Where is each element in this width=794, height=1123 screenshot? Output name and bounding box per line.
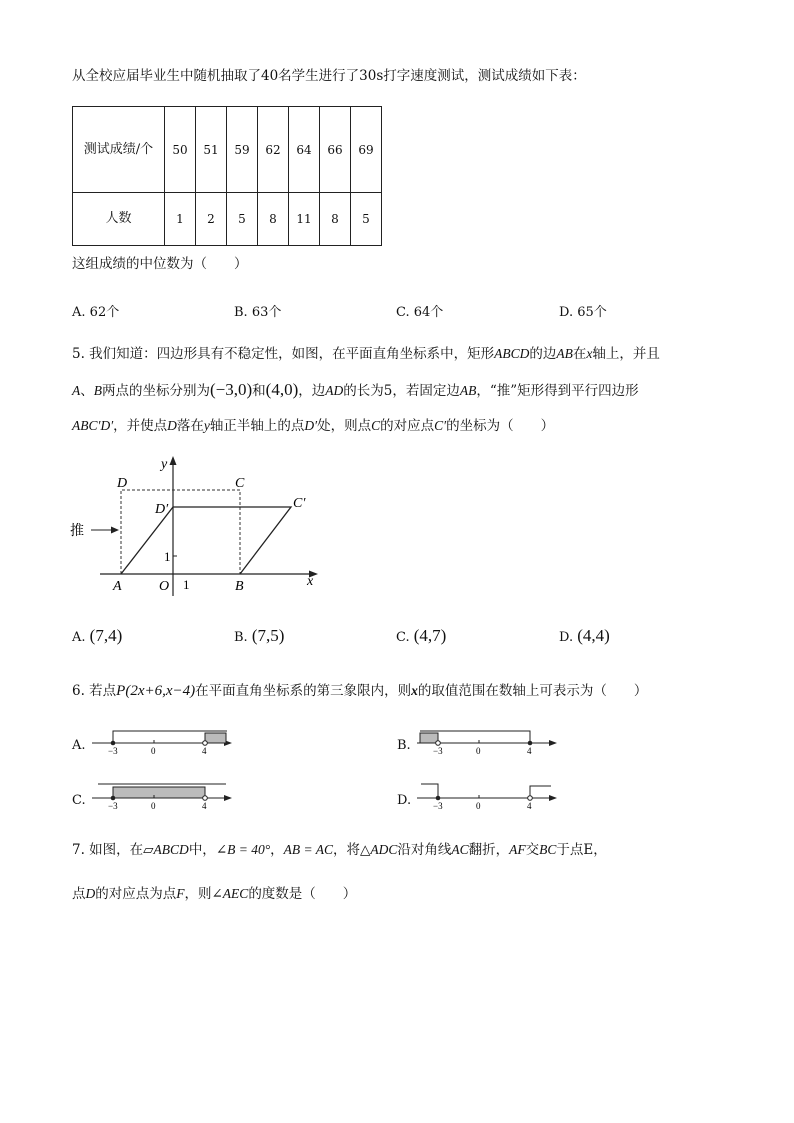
option-text: (7,5) [251,626,285,645]
score-table [72,106,382,246]
option-letter: A. [72,630,86,645]
option-letter: C. [396,630,410,645]
table-cell: 66 [320,107,351,193]
table-cell: 62 [258,107,289,193]
option-letter: B. [397,738,411,753]
option-letter: C. [396,305,410,320]
svg-text:0: 0 [151,801,156,811]
q6-number-line-b [413,722,563,758]
arrow-icon [549,795,557,801]
option-text: (4,7) [413,626,447,645]
svg-text:4: 4 [527,746,532,756]
option-text: (4,4) [577,626,610,645]
table-cell: 59 [227,107,258,193]
label-d-prime: D′ [155,502,169,517]
table-row [73,107,382,193]
push-label: 推 [70,524,84,539]
option-text: 65个 [577,305,607,320]
label-b: B [235,579,244,594]
svg-text:4: 4 [202,746,207,756]
q5-option-d[interactable] [559,626,610,646]
q4-option-b[interactable] [234,301,281,320]
option-letter: D. [559,305,574,320]
q4-option-d[interactable] [559,301,607,320]
table-cell: 69 [351,107,382,193]
table-row [73,193,382,246]
parallelogram-abcd-prime [121,507,291,574]
q6-number-line-a [88,722,238,758]
q5-option-a[interactable] [72,626,122,646]
svg-text:0: 0 [151,746,156,756]
table-cell: 5 [351,193,382,246]
table-cell: 64 [289,107,320,193]
q6-option-d[interactable] [397,793,411,808]
table-cell: 2 [196,193,227,246]
table-cell: 8 [320,193,351,246]
q6-option-c[interactable] [72,793,86,808]
svg-text:0: 0 [476,746,481,756]
push-arrow-icon [111,527,119,534]
y-axis-arrow-icon [170,456,177,465]
table-header-count: 人数 [73,193,165,246]
option-text: 63个 [251,305,282,320]
q4-intro: 从全校应届毕业生中随机抽取了40名学生进行了30s打字速度测试，测试成绩如下表： [72,68,586,84]
label-one-x: 1 [183,577,190,592]
q4-question: 这组成绩的中位数为（ ） [72,256,248,272]
table-cell: 1 [165,193,196,246]
table-cell: 5 [227,193,258,246]
label-d: D [117,476,128,491]
svg-text:−3: −3 [108,746,118,756]
label-y: y [161,457,168,472]
label-a: A [113,579,122,594]
rectangle-abcd [121,490,240,574]
q5-figure [60,450,330,600]
option-letter: D. [559,630,574,645]
label-o: O [159,579,170,594]
q6-stem: 6. 若点P(2x+6,x−4)在平面直角坐标系的第三象限内，则x的取值范围在数轴上可表示为（ ） [72,683,648,699]
option-letter: B. [234,630,248,645]
option-letter: D. [397,793,412,808]
svg-text:4: 4 [527,801,532,811]
q6-number-line-c [88,777,238,813]
svg-text:−3: −3 [433,801,443,811]
option-text: (7,4) [89,626,123,645]
q6-option-b[interactable] [397,738,411,753]
q6-number-line-d [413,777,563,813]
option-letter: B. [234,305,248,320]
option-text: 64个 [413,305,444,320]
q6-option-a[interactable] [72,738,86,753]
svg-text:−3: −3 [433,746,443,756]
option-letter: A. [72,738,86,753]
q5-line1: 5. 我们知道：四边形具有不稳定性，如图，在平面直角坐标系中，矩形ABCD的边AB在x轴上，并且 [72,346,660,362]
svg-text:0: 0 [476,801,481,811]
q4-option-c[interactable] [396,301,443,320]
label-one-y: 1 [164,549,171,564]
option-letter: A. [72,305,86,320]
option-letter: C. [72,793,86,808]
q5-line3: ABC′D′，并使点D落在y轴正半轴上的点D′处，则点C的对应点C′的坐标为（ ） [72,418,555,434]
svg-text:−3: −3 [108,801,118,811]
svg-text:4: 4 [202,801,207,811]
label-c: C [235,476,245,491]
table-cell: 8 [258,193,289,246]
table-cell: 50 [165,107,196,193]
q7-line1: 7. 如图，在▱ABCD中，∠B = 40°，AB = AC，将△ADC沿对角线AC翻折，AF交BC于点E， [72,842,607,858]
arrow-icon [549,740,557,746]
q5-line2: A、B两点的坐标分别为(−3,0)和(4,0)，边AD的长为5，若固定边AB，“推”矩形得到平行四边形 [72,380,639,399]
option-text: 62个 [89,305,120,320]
arrow-icon [224,795,232,801]
label-c-prime: C′ [293,496,306,511]
table-cell: 11 [289,193,320,246]
table-header-score: 测试成绩/个 [73,107,165,193]
table-cell: 51 [196,107,227,193]
q4-option-a[interactable] [72,301,119,320]
label-x: x [307,574,314,589]
q5-option-c[interactable] [396,626,446,646]
q7-line2: 点D的对应点为点F，则∠AEC的度数是（ ） [72,886,357,902]
q5-option-b[interactable] [234,626,284,646]
